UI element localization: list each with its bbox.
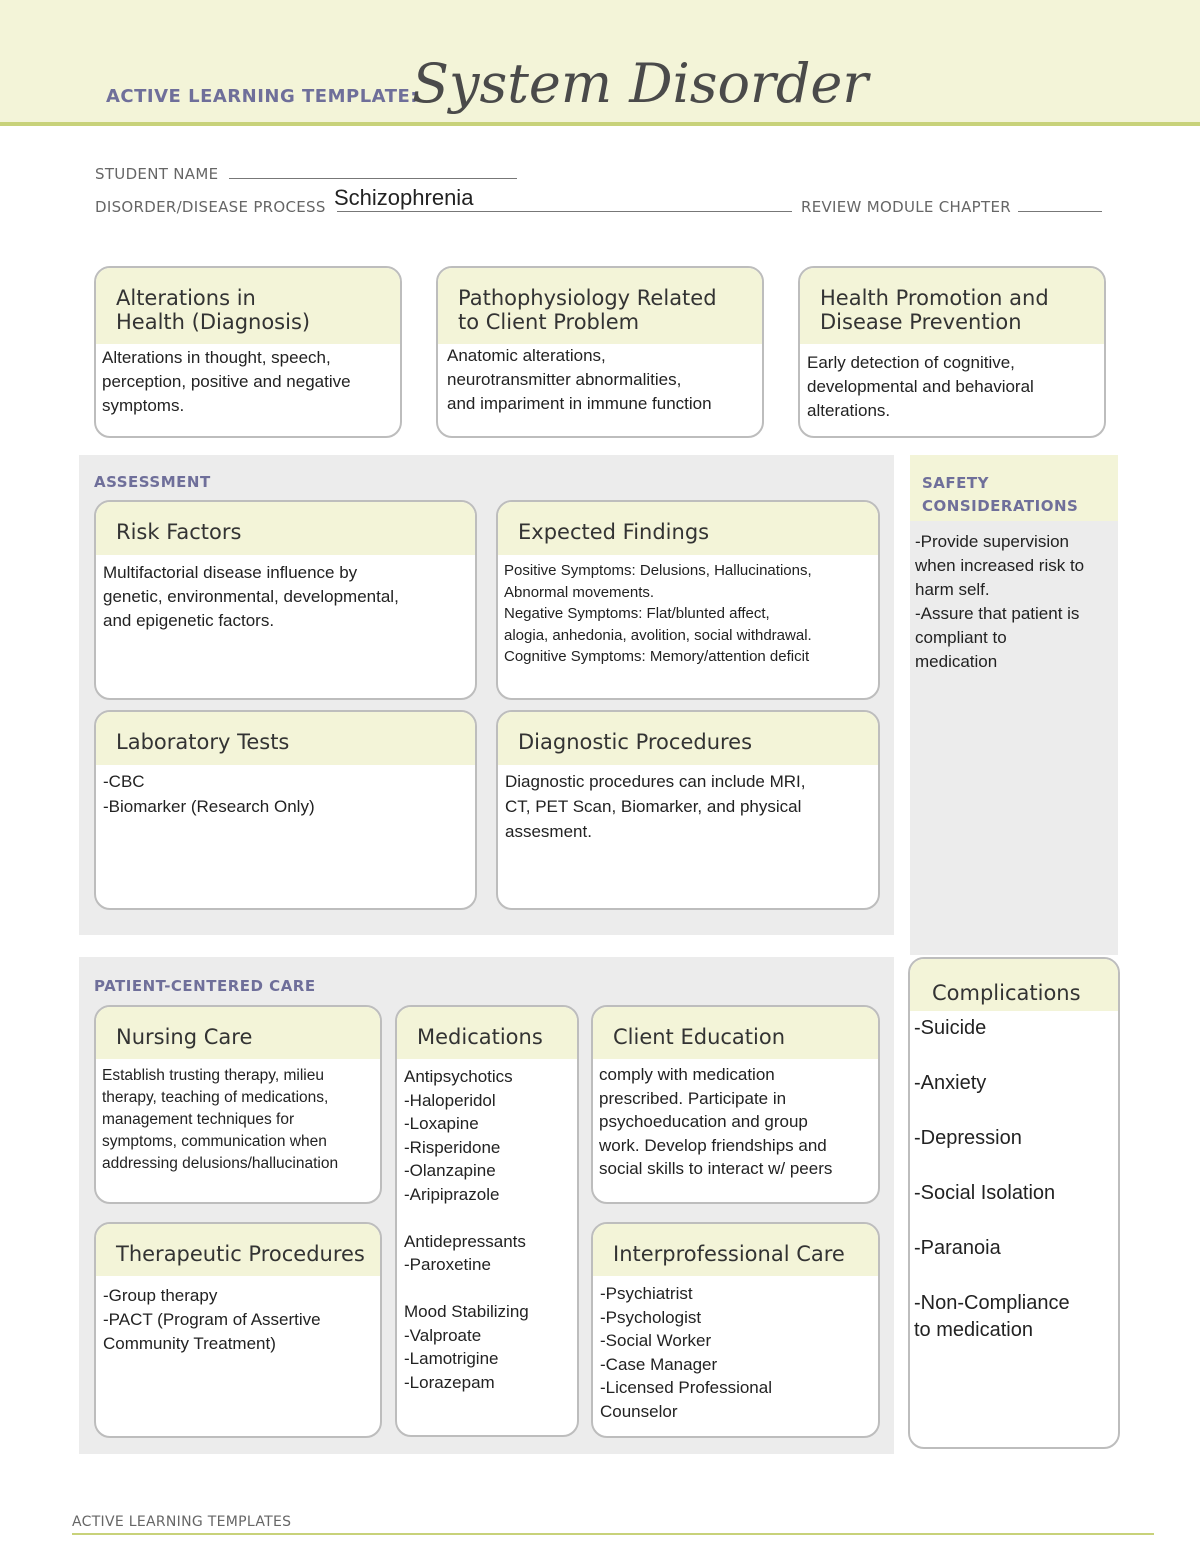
diagnostic-procedures-card (496, 710, 880, 910)
nursing-care-text: Establish trusting therapy, milieu therapy, teaching of medications, management techniques for symptoms, communication when addressing delusions/hallucination (102, 1067, 339, 1172)
nursing-care-card (94, 1005, 382, 1204)
interprofessional-care-title: Interprofessional Care (593, 1224, 878, 1276)
lab-tests-title: Laboratory Tests (96, 712, 475, 765)
client-education-card (591, 1005, 880, 1204)
page-title: System Disorder (412, 52, 869, 115)
health-promotion-card (798, 266, 1106, 438)
expected-findings-card (496, 500, 880, 700)
complication-item: -Depression (914, 1127, 1022, 1149)
template-label: ACTIVE LEARNING TEMPLATE: (106, 86, 418, 107)
footer-label: ACTIVE LEARNING TEMPLATES (72, 1514, 292, 1530)
complications-card (908, 957, 1120, 1449)
footer-divider (72, 1533, 1154, 1535)
health-promotion-title: Health Promotion and Disease Prevention (800, 268, 1104, 344)
therapeutic-procedures-card (94, 1222, 382, 1438)
student-name-row (95, 165, 517, 183)
medications-text: Antipsychotics -Haloperidol -Loxapine -Risperidone -Olanzapine -Aripiprazole Antidepressants -Paroxetine Mood Stabilizing -Valproate -Lamotrigine -Lorazepam (404, 1067, 529, 1392)
assessment-title: ASSESSMENT (94, 473, 211, 491)
complication-item: -Anxiety (914, 1072, 987, 1094)
alterations-text: Alterations in thought, speech, perception, positive and negative symptoms. (102, 348, 351, 415)
pathophysiology-text: Anatomic alterations, neurotransmitter abnormalities, and impariment in immune function (447, 346, 712, 413)
health-promotion-text: Early detection of cognitive, developmental and behavioral alterations. (807, 353, 1034, 420)
risk-factors-card (94, 500, 477, 700)
student-name-label: STUDENT NAME (95, 165, 219, 183)
safety-text: -Provide supervision when increased risk to harm self. -Assure that patient is compliant to medication (915, 532, 1085, 671)
medications-card (395, 1005, 579, 1437)
pathophysiology-card (436, 266, 764, 438)
complication-item: -Non-Compliance to medication (914, 1292, 1070, 1341)
lab-tests-card (94, 710, 477, 910)
expected-findings-text: Positive Symptoms: Delusions, Hallucinations, Abnormal movements. Negative Symptoms: Flat/blunted affect, alogia, anhedonia, avolition, social withdrawal. Cognitive Symptoms: Memory/attention deficit (504, 562, 812, 665)
diagnostic-procedures-title: Diagnostic Procedures (498, 712, 878, 765)
disorder-value[interactable]: Schizophrenia (334, 185, 474, 210)
nursing-care-title: Nursing Care (96, 1007, 380, 1059)
pathophysiology-title: Pathophysiology Related to Client Problem (438, 268, 762, 344)
review-chapter-row (801, 198, 1102, 216)
header-divider (0, 122, 1200, 126)
diagnostic-procedures-text: Diagnostic procedures can include MRI, CT, PET Scan, Biomarker, and physical assesment. (505, 772, 806, 841)
review-chapter-label: REVIEW MODULE CHAPTER (801, 198, 1011, 216)
client-education-text: comply with medication prescribed. Participate in psychoeducation and group work. Develop friendships and social skills to interact w/ peers (599, 1065, 833, 1178)
complication-item: -Social Isolation (914, 1182, 1056, 1204)
alterations-title: Alterations in Health (Diagnosis) (96, 268, 400, 344)
medications-title: Medications (397, 1007, 577, 1059)
interprofessional-care-card (591, 1222, 880, 1438)
complications-title: Complications (910, 959, 1118, 1011)
therapeutic-procedures-text: -Group therapy -PACT (Program of Assertive Community Treatment) (103, 1286, 321, 1353)
complication-item: -Paranoia (914, 1237, 1001, 1259)
complication-item: -Suicide (914, 1017, 987, 1039)
review-chapter-field[interactable] (1018, 198, 1102, 212)
complications-list (910, 1011, 1118, 1344)
disorder-label: DISORDER/DISEASE PROCESS (95, 198, 326, 216)
lab-tests-text: -CBC -Biomarker (Research Only) (103, 772, 315, 816)
safety-title: SAFETY CONSIDERATIONS (922, 474, 1079, 515)
therapeutic-procedures-title: Therapeutic Procedures (96, 1224, 380, 1276)
expected-findings-title: Expected Findings (498, 502, 878, 555)
risk-factors-title: Risk Factors (96, 502, 475, 555)
interprofessional-care-text: -Psychiatrist -Psychologist -Social Worker -Case Manager -Licensed Professional Counselor (600, 1284, 772, 1421)
patient-care-title: PATIENT-CENTERED CARE (94, 977, 316, 995)
student-name-field[interactable] (229, 165, 517, 179)
client-education-title: Client Education (593, 1007, 878, 1059)
risk-factors-text: Multifactorial disease influence by genetic, environmental, developmental, and epigenetic factors. (103, 563, 399, 630)
alterations-card (94, 266, 402, 438)
